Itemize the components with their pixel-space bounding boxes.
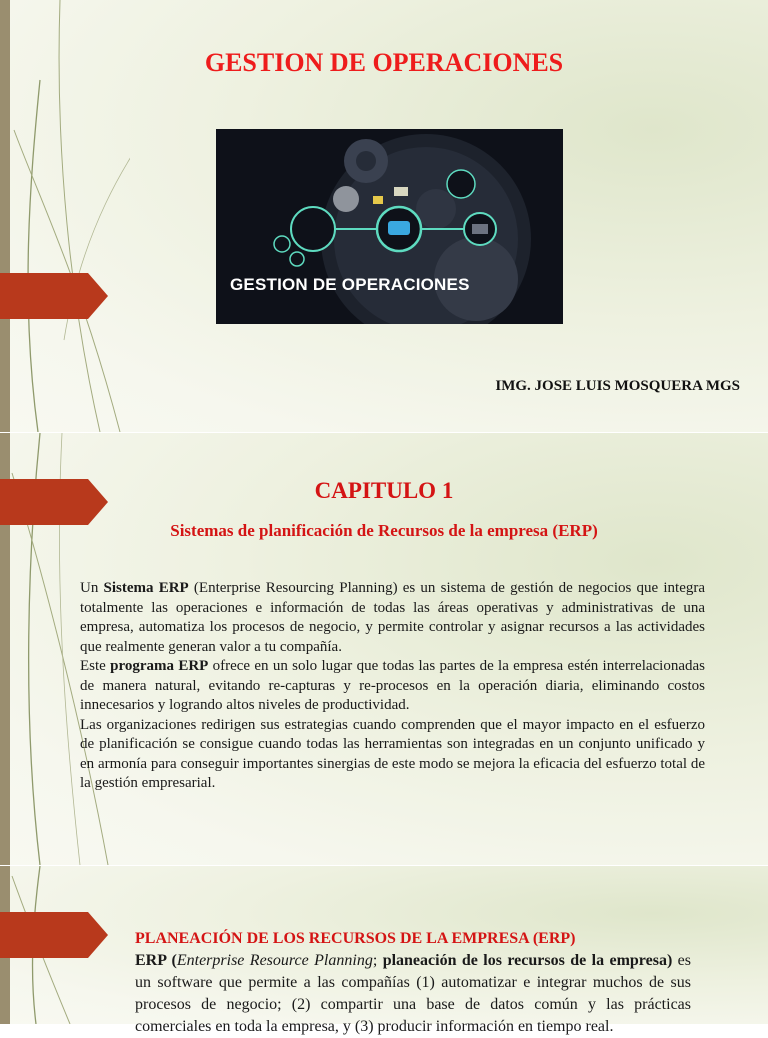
erp-description — [80, 579, 705, 794]
chapter-title: CAPITULO 1 — [314, 478, 454, 503]
arrow-marker — [0, 273, 108, 319]
paragraph-2: Este programa ERP ofrece en un solo lugar que todas las partes de la empresa estén interrelacionadas de manera natural, evitando re-capturas y re-procesos en la operación diaria, eliminando costos innecesarios y logrando altos niveles de productividad. — [80, 658, 706, 713]
slide-1 — [0, 0, 768, 432]
slide-title: GESTION DE OPERACIONES — [204, 48, 564, 77]
section-heading: PLANEACIÓN DE LOS RECURSOS DE LA EMPRESA (ERP) — [135, 930, 576, 947]
arrow-marker — [0, 912, 108, 958]
author-line: IMG. JOSE LUIS MOSQUERA MGS — [495, 378, 740, 394]
cover-image — [216, 129, 563, 324]
paragraph-3: Las organizaciones redirigen sus estrategias cuando comprenden que el mayor impacto en el esfuerzo de planificación se consigue cuando todas las herramientas son integradas en un conjunto unificado y en armonía para conseguir importantes sinergias de este modo se mejora la eficacia del esfuerzo total de la gestión empresarial. — [80, 716, 705, 791]
cover-image-caption: GESTION DE OPERACIONES — [230, 275, 470, 294]
chapter-subtitle: Sistemas de planificación de Recursos de la empresa (ERP) — [170, 521, 598, 540]
paragraph-1: Un Sistema ERP (Enterprise Resourcing Planning) es un sistema de gestión de negocios que integra totalmente las operaciones e información de todas las áreas operativas y administrativas de una empresa, automatiza los procesos de negocio, y permite controlar y asignar recursos a las actividades que realmente generan valor a tu compañía. — [80, 580, 705, 655]
erp-definition: ERP (Enterprise Resource Planning; planeación de los recursos de la empresa) es un software que permite a las compañías (1) automatizar e integrar muchos de sus procesos de negocio; (2) compartir una base de datos común y las prácticas comerciales en toda la empresa, y (3) producir información en tiempo real. — [135, 952, 692, 1035]
